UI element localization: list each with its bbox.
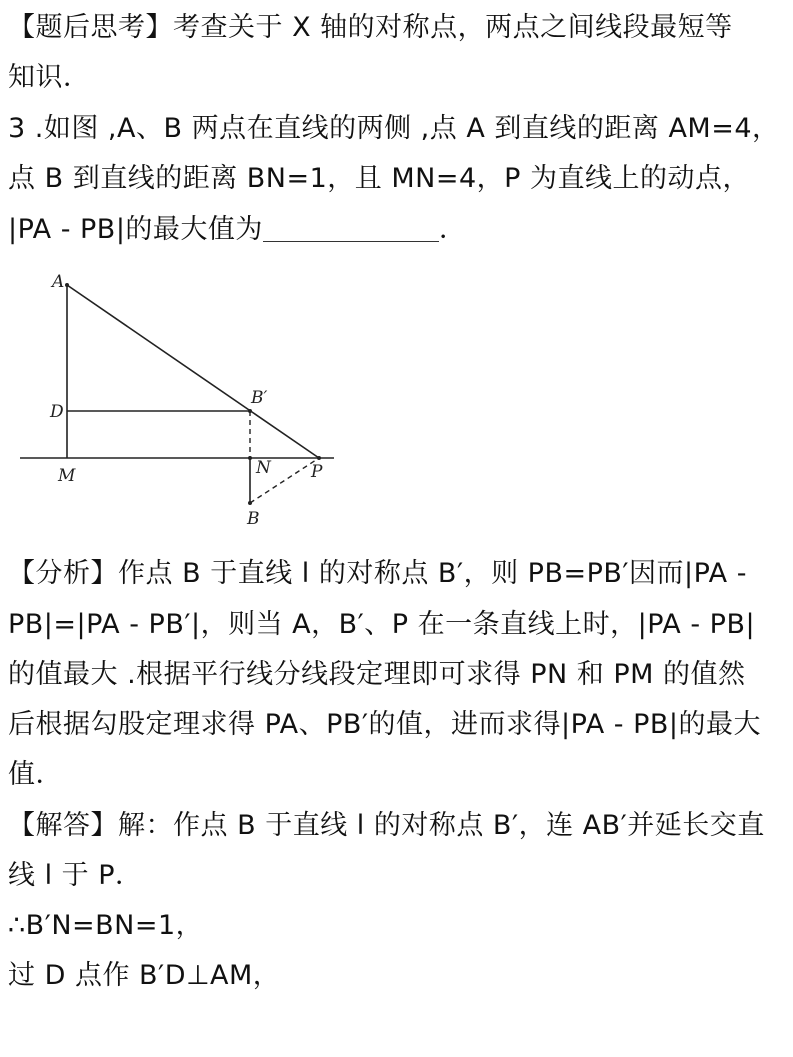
problem-line-2: 点 B 到直线的距离 BN=1，且 MN=4，P 为直线上的动点， [8, 163, 751, 194]
analysis-line-2: PB|=|PA - PB′|，则当 A，B′、P 在一条直线上时，|PA - PB| [8, 609, 756, 640]
label-d: D [50, 402, 64, 422]
segment-ap [67, 285, 319, 458]
solution-line-3: ∴B′N=BN=1， [8, 910, 204, 941]
answer-blank [263, 215, 439, 242]
label-p: P [311, 462, 323, 482]
problem-line-3 [8, 212, 466, 248]
point-bprime [248, 409, 252, 413]
label-b: B [247, 509, 260, 529]
analysis-line-1: 【分析】作点 B 于直线 l 的对称点 B′，则 PB=PB′因而|PA - [8, 558, 747, 589]
analysis-line-5: 值． [8, 759, 63, 790]
geometry-figure [16, 265, 346, 535]
point-p [317, 456, 321, 460]
solution-line-1: 【解答】解：作点 B 于直线 l 的对称点 B′，连 AB′并延长交直 [8, 810, 765, 841]
analysis-line-3: 的值最大 .根据平行线分线段定理即可求得 PN 和 PM 的值然 [8, 659, 746, 690]
point-b [248, 501, 252, 505]
label-m: M [58, 466, 76, 486]
question-end: ． [438, 214, 467, 245]
heading-line-2: 知识． [8, 62, 91, 93]
point-a [65, 283, 69, 287]
label-bprime: B′ [251, 388, 268, 408]
label-a: A [52, 272, 65, 292]
solution-line-2: 线 l 于 P． [8, 860, 143, 891]
point-n [248, 456, 252, 460]
question-text: |PA - PB|的最大值为 [8, 214, 263, 245]
analysis-line-4: 后根据勾股定理求得 PA、PB′的值，进而求得|PA - PB|的最大 [8, 709, 761, 740]
solution-line-4: 过 D 点作 B′D⊥AM， [8, 960, 281, 991]
problem-line-1: 3 .如图 ,A、B 两点在直线的两侧 ,点 A 到直线的距离 AM=4， [8, 113, 780, 144]
heading-line-1: 【题后思考】考查关于 X 轴的对称点，两点之间线段最短等 [8, 12, 733, 43]
label-n: N [256, 458, 271, 478]
